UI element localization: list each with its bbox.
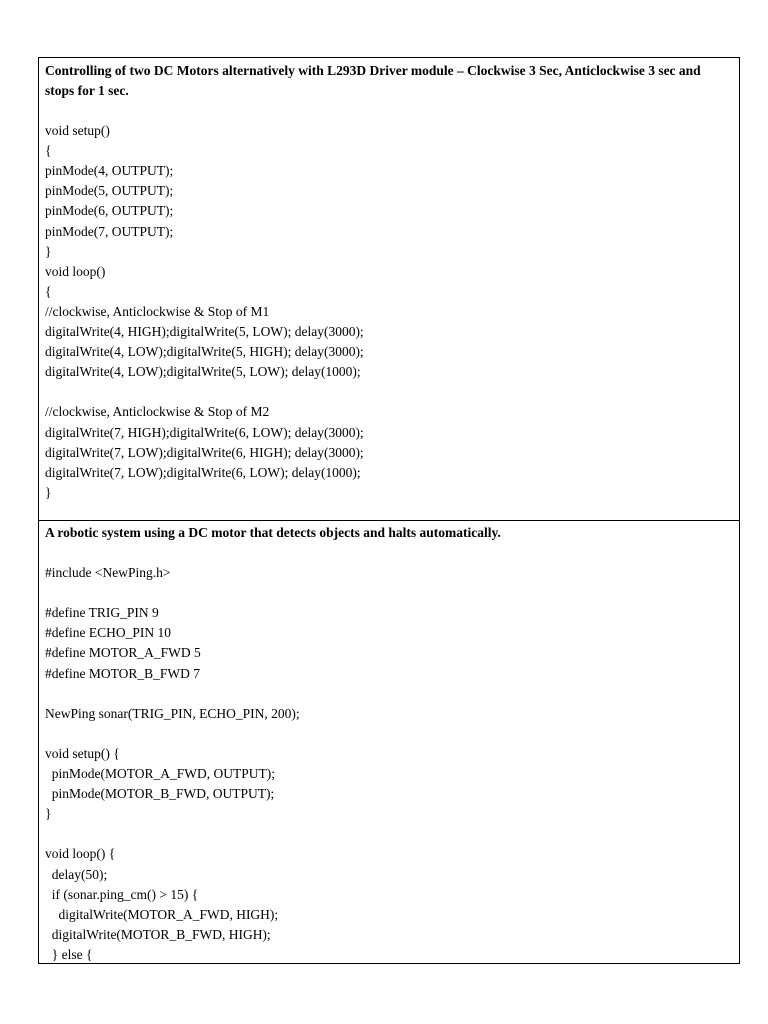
code-line: digitalWrite(7, LOW);digitalWrite(6, HIGH); delay(3000); [45,444,364,460]
code-line: digitalWrite(4, LOW);digitalWrite(5, HIGH); delay(3000); [45,344,364,360]
code-line: } [45,484,52,500]
code-line: } [45,243,52,259]
code-line: digitalWrite(MOTOR_A_FWD, HIGH); [45,906,279,922]
code-line: pinMode(6, OUTPUT); [45,203,174,219]
code-line [45,724,733,744]
section-title: A robotic system using a DC motor that detects objects and halts automatically. [45,525,501,540]
code-line: { [45,143,52,159]
code-line: pinMode(5, OUTPUT); [45,183,174,199]
code-line [45,583,733,603]
section-title: Controlling of two DC Motors alternatively with L293D Driver module – Clockwise 3 Sec, Anticlockwise 3 sec and stops for 1 sec. [45,63,701,98]
code-line: digitalWrite(4, LOW);digitalWrite(5, LOW); delay(1000); [45,364,361,380]
code-line: delay(50); [45,866,108,882]
code-line [45,684,733,704]
code-line: digitalWrite(7, LOW);digitalWrite(6, LOW); delay(1000); [45,464,361,480]
code-line: pinMode(7, OUTPUT); [45,223,174,239]
code-line [45,382,733,402]
code-line [45,824,733,844]
code-block [45,101,733,503]
code-line: #define ECHO_PIN 10 [45,625,171,641]
code-line: #define MOTOR_A_FWD 5 [45,645,201,661]
code-line: } else { [45,946,93,962]
code-line: { [45,283,52,299]
code-line: //clockwise, Anticlockwise & Stop of M1 [45,303,270,319]
code-line [45,101,733,121]
code-line: pinMode(MOTOR_B_FWD, OUTPUT); [45,786,275,802]
code-line: #define TRIG_PIN 9 [45,605,159,621]
code-line: #define MOTOR_B_FWD 7 [45,665,200,681]
code-line: digitalWrite(MOTOR_B_FWD, HIGH); [45,926,271,942]
code-table [38,57,740,964]
code-line: //clockwise, Anticlockwise & Stop of M2 [45,404,270,420]
code-line: } [45,806,52,822]
code-block [45,543,733,965]
code-line: pinMode(4, OUTPUT); [45,163,174,179]
code-line: void setup() { [45,745,120,761]
code-line: void loop() [45,263,106,279]
code-line: if (sonar.ping_cm() > 15) { [45,886,199,902]
table-cell-robotic-system [39,521,739,965]
code-line: void setup() [45,123,110,139]
code-line: NewPing sonar(TRIG_PIN, ECHO_PIN, 200); [45,705,300,721]
code-line: void loop() { [45,846,116,862]
code-line [45,543,733,563]
code-line: pinMode(MOTOR_A_FWD, OUTPUT); [45,766,275,782]
code-line: digitalWrite(4, HIGH);digitalWrite(5, LOW); delay(3000); [45,324,364,340]
code-line: #include <NewPing.h> [45,565,171,581]
table-cell-motor-control [39,58,739,521]
code-line: digitalWrite(7, HIGH);digitalWrite(6, LOW); delay(3000); [45,424,364,440]
